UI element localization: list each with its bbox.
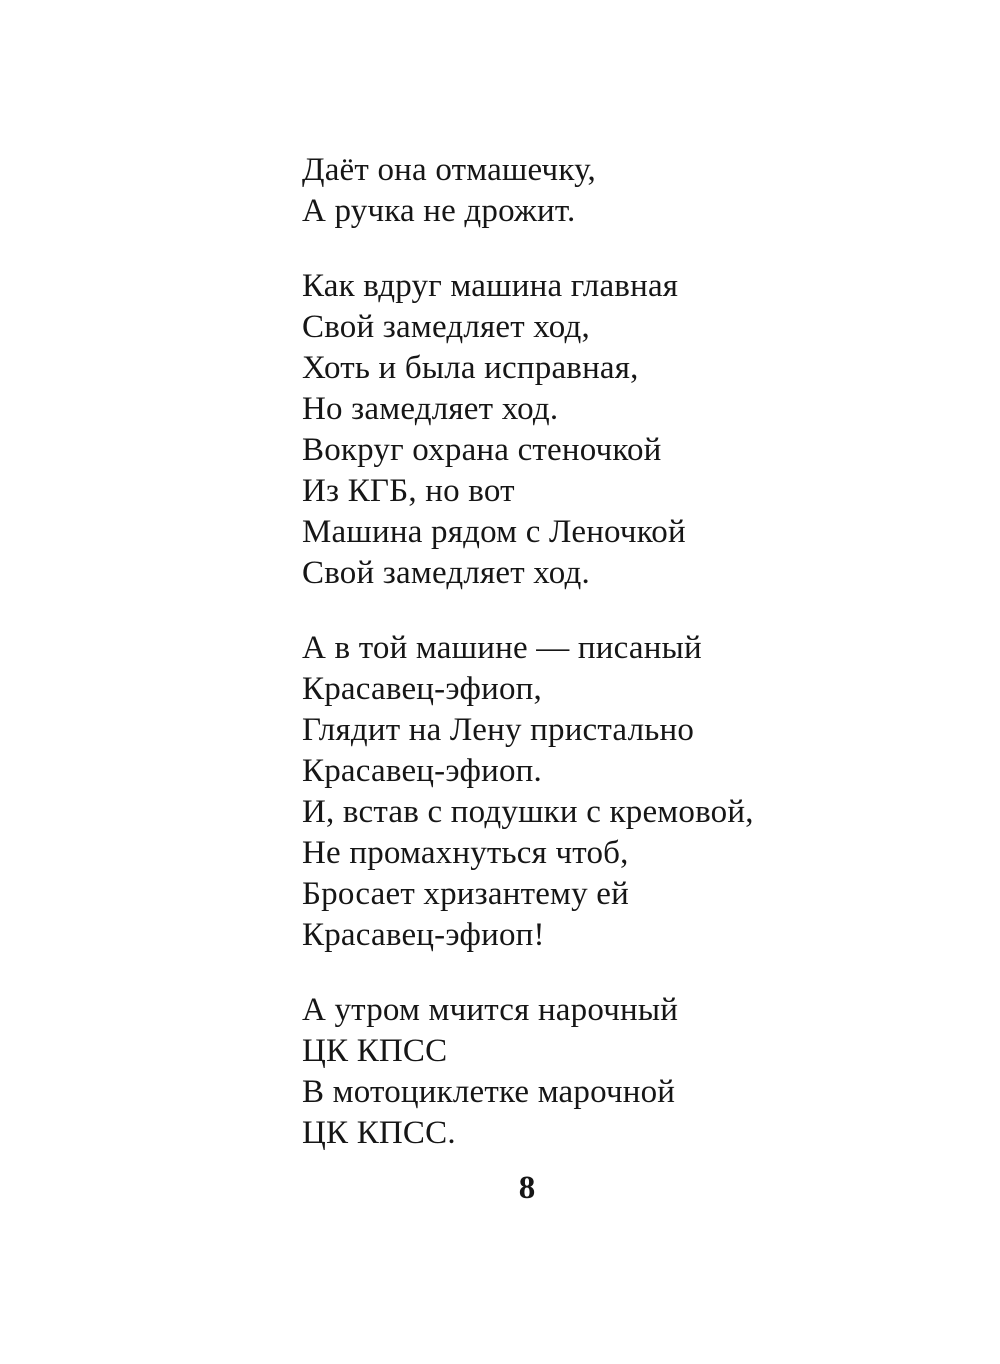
poem-line: Красавец-эфиоп, [302,671,542,707]
poem-line: Бросает хризантему ей [302,876,629,912]
poem-line: Свой замедляет ход, [302,309,590,345]
poem-line: И, встав с подушки с кремовой, [302,794,754,830]
poem-line: Глядит на Лену пристально [302,712,695,748]
stanza-3 [302,628,942,956]
poem-line: ЦК КПСС. [302,1115,456,1151]
poem-line: Не промахнуться чтоб, [302,835,629,871]
poem-line: Вокруг охрана стеночкой [302,432,662,468]
poem-line: ЦК КПСС [302,1033,448,1069]
poem-line: А ручка не дрожит. [302,193,576,229]
poem-line: Машина рядом с Леночкой [302,514,686,550]
poem-line: А в той машине — писаный [302,630,702,666]
poem-line: А утром мчится нарочный [302,992,679,1028]
stanza-1 [302,150,942,232]
poem-line: Красавец-эфиоп. [302,753,542,789]
poem-line: Из КГБ, но вот [302,473,515,509]
poem-text [302,150,942,1188]
poem-line: В мотоциклетке марочной [302,1074,676,1110]
poem-line: Свой замедляет ход. [302,555,590,591]
poem-line: Красавец-эфиоп! [302,917,545,953]
poem-line: Хоть и была исправная, [302,350,639,386]
stanza-2 [302,266,942,594]
page-number: 8 [518,1170,536,1206]
stanza-4 [302,990,942,1154]
poem-line: Даёт она отмашечку, [302,152,596,188]
poem-line: Но замедляет ход. [302,391,559,427]
poem-line: Как вдруг машина главная [302,268,679,304]
